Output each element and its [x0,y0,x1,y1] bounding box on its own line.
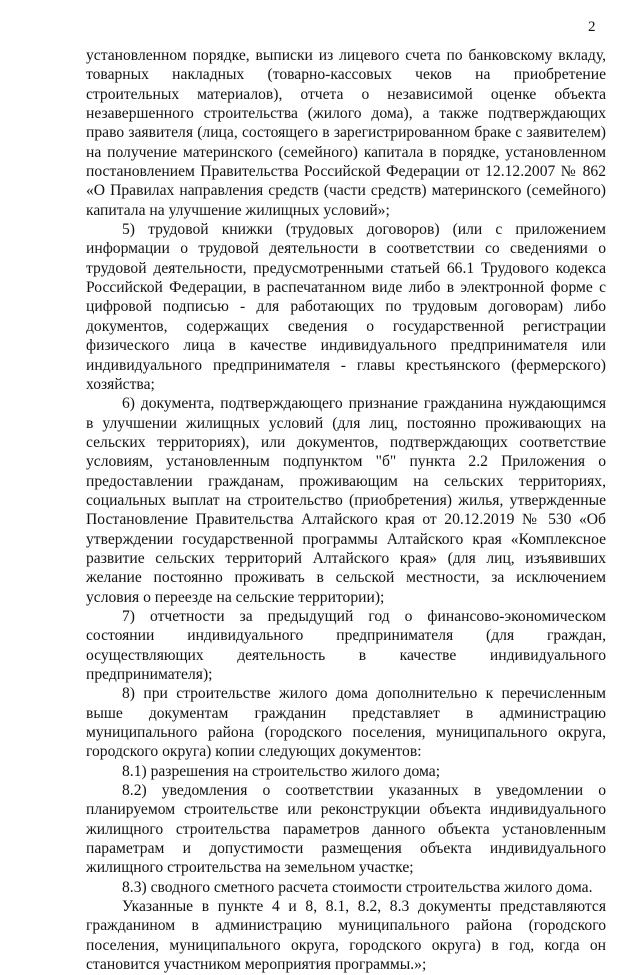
paragraph-item-5: 5) трудовой книжки (трудовых договоров) (или с приложением информации о трудовой деятельности в соответствии со сведениями о трудовой деятельности, предусмотренными статьей 66.1 Трудового кодекса Российской Федерации, в распечатанном виде либо в электронной форме с цифровой подписью - для работающих по трудовым договорам) либо документов, содержащих сведения о государственной регистрации физического лица в качестве индивидуального предпринимателя или индивидуального предпринимателя - главы крестьянского (фермерского) хозяйства; [86,221,606,393]
paragraph-closing: Указанные в пункте 4 и 8, 8.1, 8.2, 8.3 документы представляются гражданином в администрацию муниципального района (городского поселения, муниципального округа, городского округа) в год, когда он становится участником мероприятия программы.»; [86,898,606,974]
paragraph-item-8-1: 8.1) разрешения на строительство жилого дома; [122,762,441,780]
paragraph-continuation: установленном порядке, выписки из лицевого счета по банковскому вкладу, товарных накладных (товарно-кассовых чеков на приобретение строительных материалов), отчета о независимой оценке объекта незавершенного строительства (жилого дома), а также подтверждающих право заявителя (лица, состоящего в зарегистрированном браке с заявителем) на получение материнского (семейного) капитала в порядке, установленном постановлением Правительства Российской Федерации от 12.12.2007 № 862 «О Правилах направления средств (части средств) материнского (семейного) капитала на улучшение жилищных условий»; [86,47,606,219]
paragraph-item-7: 7) отчетности за предыдущий год о финансово-экономическом состоянии индивидуального предпринимателя (для граждан, осуществляющих деятельность в качестве индивидуального предпринимателя); [86,607,606,683]
paragraph-item-8: 8) при строительстве жилого дома дополнительно к перечисленным выше документам гражданин представляет в администрацию муниципального района (городского поселения, муниципального округа, городского округа) копии следующих документов: [86,685,606,761]
paragraph-item-8-3: 8.3) сводного сметного расчета стоимости строительства жилого дома. [122,878,593,896]
paragraph-item-6: 6) документа, подтверждающего признание гражданина нуждающимся в улучшении жилищных условий (для лиц, постоянно проживающих на сельских территориях), или документов, подтверждающих соответствие условиям, установленным подпунктом "б" пункта 2.2 Приложения о предоставлении гражданам, проживающим на сельских территориях, социальных выплат на строительство (приобретения) жилья, утвержденные Постановление Правительства Алтайского края от 20.12.2019 № 530 «Об утверждении государственной программы Алтайского края «Комплексное развитие сельских территорий Алтайского края» (для лиц, изъявивших желание постоянно проживать в сельской местности, за исключением условия о переезде на сельские территории); [86,395,606,606]
paragraph-item-8-2: 8.2) уведомления о соответствии указанных в уведомлении о планируемом строительстве или реконструкции объекта индивидуального жилищного строительства параметров данного объекта установленным параметрам и допустимости размещения объекта индивидуального жилищного строительства на земельном участке; [86,782,606,877]
document-body [86,46,606,975]
page-number: 2 [588,19,596,35]
